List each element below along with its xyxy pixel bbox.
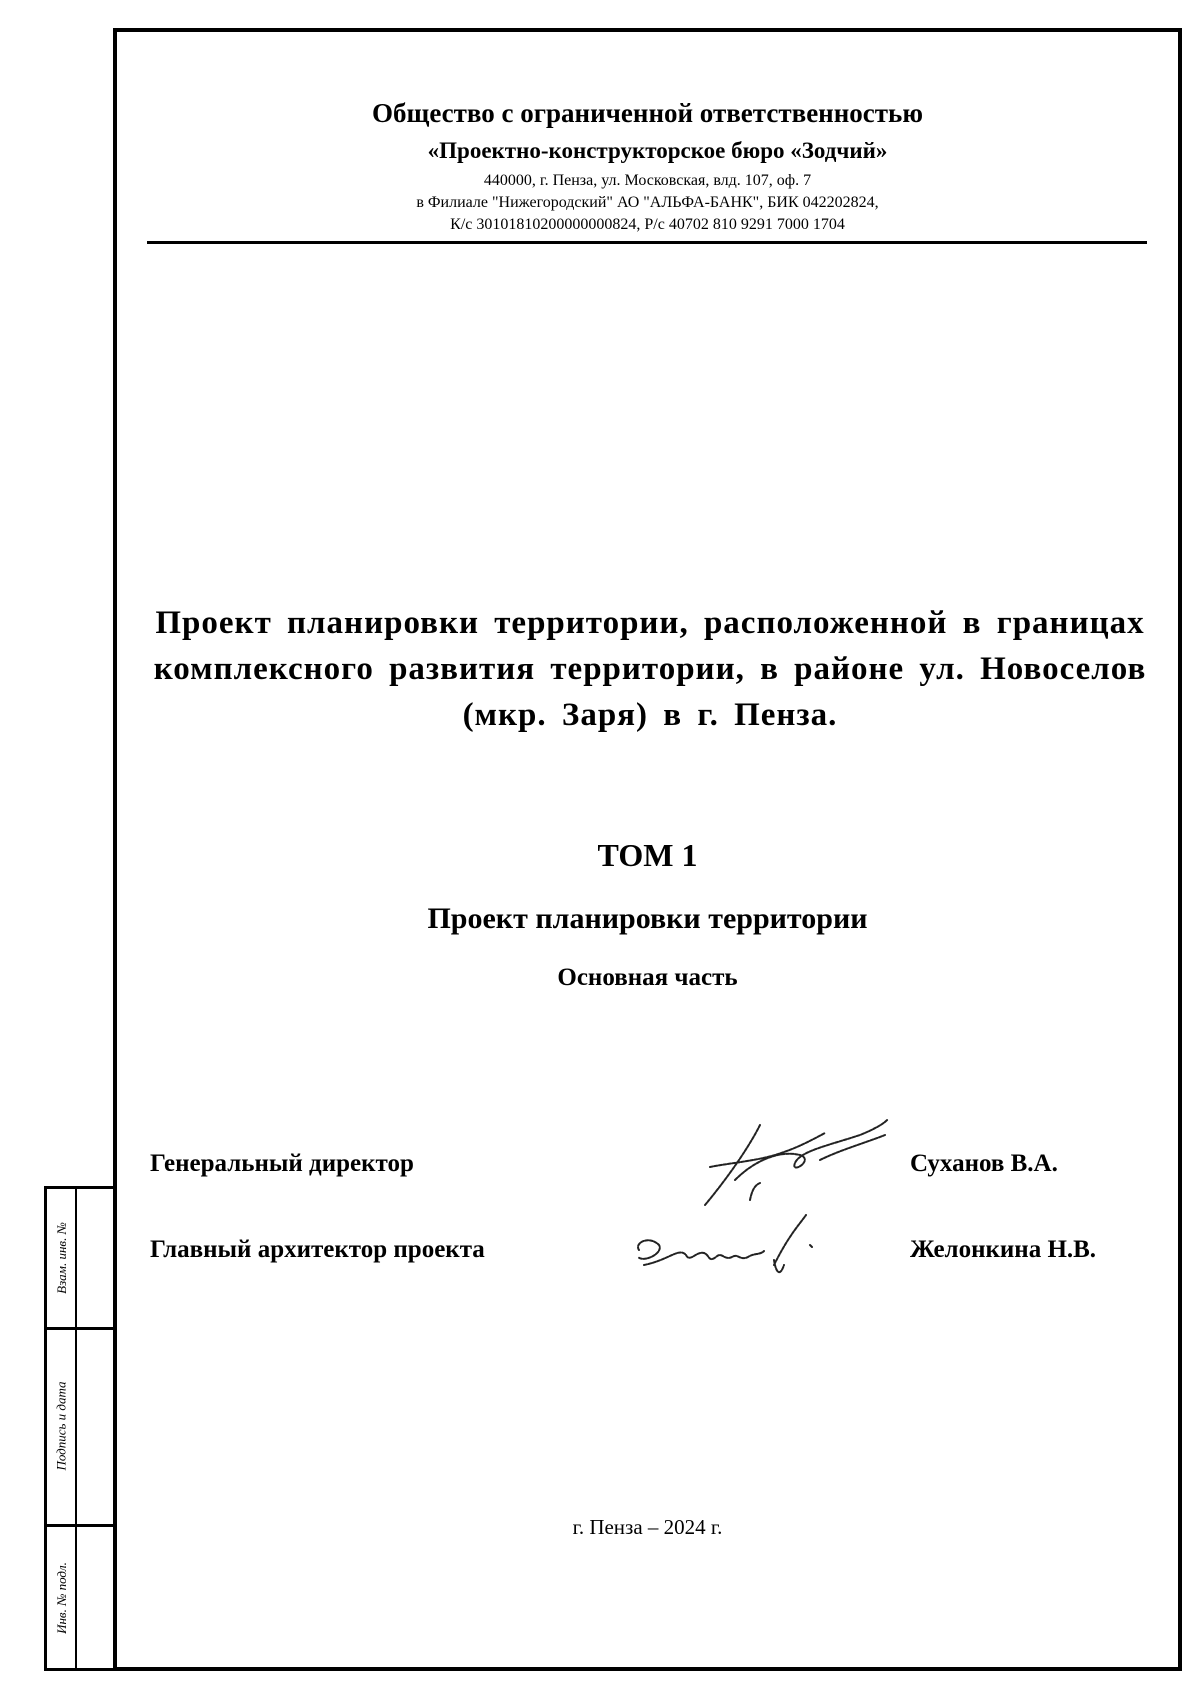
stamp-sign-date-label: Подпись и дата bbox=[54, 1380, 70, 1471]
stamp-replaced-inv-label: Взам. инв. № bbox=[54, 1222, 70, 1294]
org-bank-details: в Филиале "Нижегородский" АО "АЛЬФА-БАНК", БИК 042202824, bbox=[416, 194, 879, 211]
volume-part: Основная часть bbox=[557, 964, 738, 991]
signatory-role-architect: Главный архитектор проекта bbox=[150, 1236, 485, 1263]
org-bureau-name: «Проектно-конструкторское бюро «Зодчий» bbox=[427, 138, 888, 163]
stamp-divider bbox=[75, 1189, 77, 1668]
header-divider bbox=[147, 241, 1147, 244]
approval-stamp-strip bbox=[44, 1186, 116, 1671]
org-account-numbers: К/с 30101810200000000824, Р/с 40702 810 9291 7000 1704 bbox=[450, 216, 845, 233]
org-name: Общество с ограниченной ответственностью bbox=[372, 98, 923, 128]
director-signature bbox=[700, 1105, 890, 1215]
signatory-role-director: Генеральный директор bbox=[150, 1150, 414, 1177]
document-title: Проект планировки территории, расположенной в границах комплексного развития территории, в районе ул. Новоселов (мкр. Заря) в г. Пенза. bbox=[153, 605, 1147, 733]
signatory-name-architect: Желонкина Н.В. bbox=[910, 1236, 1097, 1263]
signatory-name-director: Суханов В.А. bbox=[910, 1150, 1058, 1177]
org-address: 440000, г. Пенза, ул. Московская, влд. 107, оф. 7 bbox=[483, 172, 812, 189]
place-and-year: г. Пенза – 2024 г. bbox=[572, 1515, 723, 1539]
architect-signature bbox=[624, 1205, 824, 1285]
volume-number: ТОМ 1 bbox=[597, 837, 698, 873]
stamp-inv-orig-label: Инв. № подл. bbox=[54, 1561, 69, 1634]
volume-name: Проект планировки территории bbox=[427, 902, 868, 935]
